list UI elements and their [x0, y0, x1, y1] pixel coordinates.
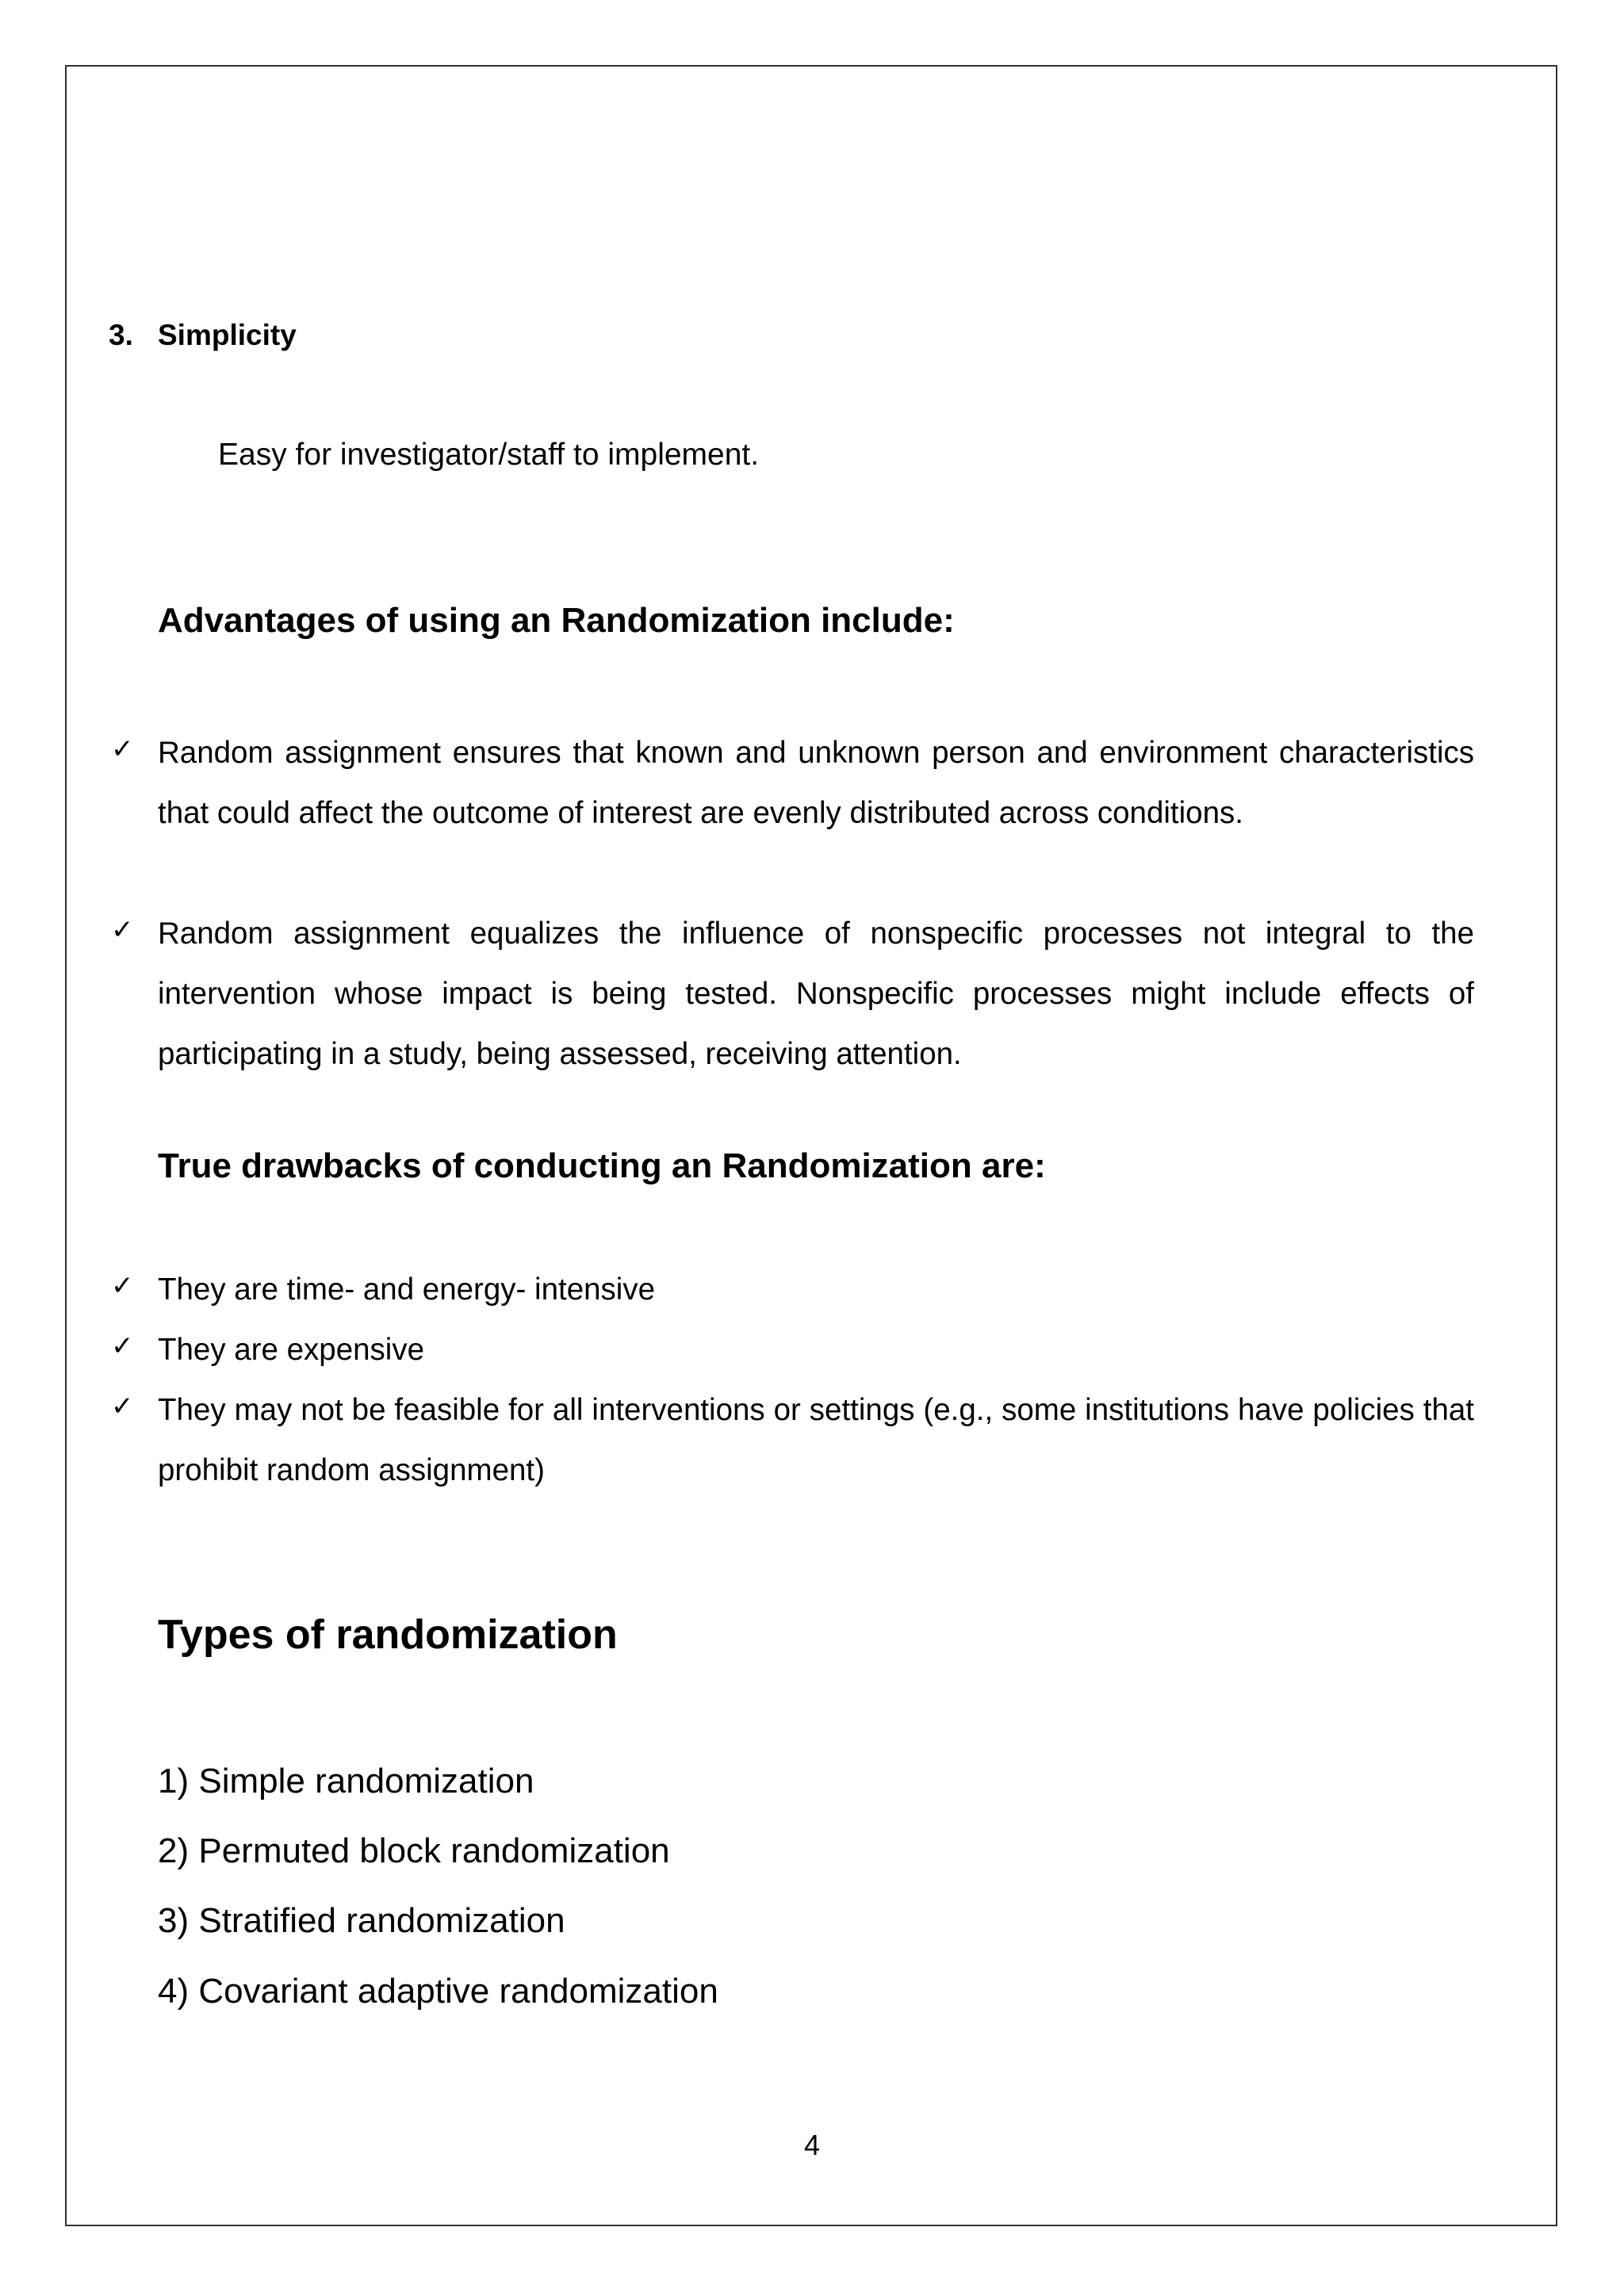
type-item: 3) Stratified randomization: [158, 1901, 565, 1940]
drawback-item: They may not be feasible for all interventions or settings (e.g., some institutions have policies that prohibit random assignment): [158, 1393, 1474, 1487]
type-item: 1) Simple randomization: [158, 1762, 534, 1800]
types-heading: Types of randomization: [158, 1612, 618, 1658]
type-item: 2) Permuted block randomization: [158, 1831, 670, 1870]
drawback-item: They are time- and energy- intensive: [158, 1272, 655, 1307]
type-item: 4) Covariant adaptive randomization: [158, 1972, 718, 2011]
advantage-item: Random assignment equalizes the influence of nonspecific processes not integral to the intervention whose impact is being tested. Nonspecific processes might include effects of participating in a study, being assessed, receiving attention.: [158, 916, 1474, 1071]
check-icon: ✓: [111, 733, 134, 765]
check-icon: ✓: [111, 1330, 134, 1362]
check-icon: ✓: [111, 1391, 134, 1422]
drawbacks-heading: True drawbacks of conducting an Randomization are:: [158, 1146, 1046, 1185]
advantage-item: Random assignment ensures that known and unknown person and environment characteristics that could affect the outcome of interest are evenly distributed across conditions.: [158, 736, 1474, 830]
drawback-item: They are expensive: [158, 1333, 424, 1367]
section-title: Simplicity: [158, 319, 297, 351]
advantages-heading: Advantages of using an Randomization include:: [158, 601, 955, 640]
page-number: 4: [804, 2129, 821, 2161]
check-icon: ✓: [111, 914, 134, 946]
section-description: Easy for investigator/staff to implement.: [218, 438, 760, 472]
section-number: 3.: [109, 319, 133, 351]
check-icon: ✓: [111, 1270, 134, 1302]
section-heading: [109, 319, 297, 352]
